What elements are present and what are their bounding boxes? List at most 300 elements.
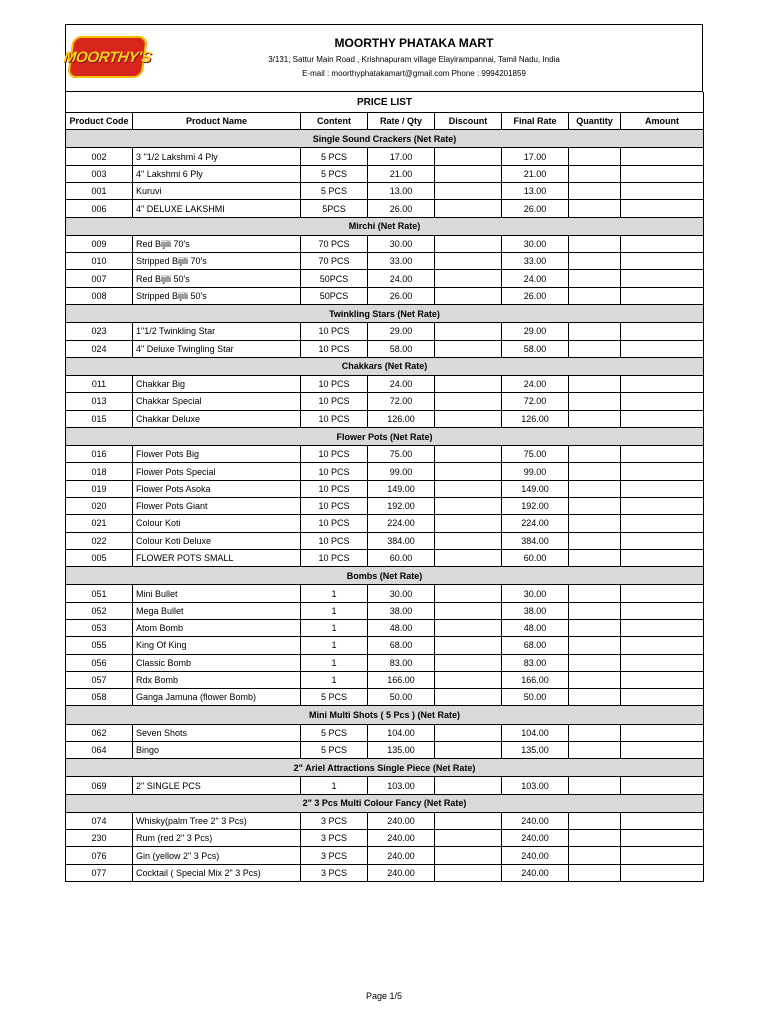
table-row <box>66 812 704 829</box>
discount-cell <box>435 847 502 864</box>
product-code-cell: 007 <box>66 270 133 287</box>
final-rate-cell: 26.00 <box>502 287 569 304</box>
product-code-cell: 064 <box>66 741 133 758</box>
col-product-name: Product Name <box>133 113 301 130</box>
section-header-row <box>66 130 704 148</box>
product-code-cell: 001 <box>66 183 133 200</box>
table-row <box>66 340 704 357</box>
rate-cell: 240.00 <box>368 847 435 864</box>
final-rate-cell: 30.00 <box>502 235 569 252</box>
rate-cell: 83.00 <box>368 654 435 671</box>
quantity-input-cell[interactable] <box>569 777 621 794</box>
product-name-cell: Red Bijili 50's <box>133 270 301 287</box>
final-rate-cell: 99.00 <box>502 463 569 480</box>
quantity-input-cell[interactable] <box>569 812 621 829</box>
content-cell: 50PCS <box>301 287 368 304</box>
amount-cell <box>621 323 704 340</box>
section-header-row <box>66 706 704 724</box>
content-cell: 10 PCS <box>301 497 368 514</box>
content-cell: 1 <box>301 585 368 602</box>
product-code-cell: 002 <box>66 148 133 165</box>
quantity-input-cell[interactable] <box>569 847 621 864</box>
product-name-cell: 4" DELUXE LAKSHMI <box>133 200 301 217</box>
amount-cell <box>621 165 704 182</box>
final-rate-cell: 58.00 <box>502 340 569 357</box>
discount-cell <box>435 515 502 532</box>
product-code-cell: 023 <box>66 323 133 340</box>
product-code-cell: 015 <box>66 410 133 427</box>
amount-cell <box>621 724 704 741</box>
table-row <box>66 689 704 706</box>
quantity-input-cell[interactable] <box>569 376 621 393</box>
quantity-input-cell[interactable] <box>569 410 621 427</box>
quantity-input-cell[interactable] <box>569 585 621 602</box>
final-rate-cell: 38.00 <box>502 602 569 619</box>
section-header-row <box>66 567 704 585</box>
quantity-input-cell[interactable] <box>569 183 621 200</box>
table-row <box>66 549 704 566</box>
amount-cell <box>621 183 704 200</box>
product-code-cell: 056 <box>66 654 133 671</box>
table-row <box>66 515 704 532</box>
final-rate-cell: 24.00 <box>502 376 569 393</box>
final-rate-cell: 224.00 <box>502 515 569 532</box>
rate-cell: 48.00 <box>368 619 435 636</box>
quantity-input-cell[interactable] <box>569 549 621 566</box>
product-code-cell: 076 <box>66 847 133 864</box>
product-code-cell: 057 <box>66 671 133 688</box>
final-rate-cell: 60.00 <box>502 549 569 566</box>
final-rate-cell: 166.00 <box>502 671 569 688</box>
content-cell: 3 PCS <box>301 830 368 847</box>
amount-cell <box>621 340 704 357</box>
product-name-cell: FLOWER POTS SMALL <box>133 549 301 566</box>
rate-cell: 166.00 <box>368 671 435 688</box>
table-row <box>66 183 704 200</box>
quantity-input-cell[interactable] <box>569 253 621 270</box>
amount-cell <box>621 376 704 393</box>
product-name-cell: Stripped Bijili 70's <box>133 253 301 270</box>
rate-cell: 103.00 <box>368 777 435 794</box>
amount-cell <box>621 619 704 636</box>
amount-cell <box>621 864 704 881</box>
col-content: Content <box>301 113 368 130</box>
rate-cell: 224.00 <box>368 515 435 532</box>
amount-cell <box>621 446 704 463</box>
final-rate-cell: 26.00 <box>502 200 569 217</box>
quantity-input-cell[interactable] <box>569 532 621 549</box>
rate-cell: 240.00 <box>368 830 435 847</box>
discount-cell <box>435 497 502 514</box>
rate-cell: 24.00 <box>368 270 435 287</box>
table-row <box>66 376 704 393</box>
amount-cell <box>621 830 704 847</box>
quantity-input-cell[interactable] <box>569 654 621 671</box>
discount-cell <box>435 532 502 549</box>
discount-cell <box>435 602 502 619</box>
table-row <box>66 619 704 636</box>
section-title: Twinkling Stars (Net Rate) <box>66 305 704 323</box>
rate-cell: 75.00 <box>368 446 435 463</box>
content-cell: 10 PCS <box>301 323 368 340</box>
content-cell: 3 PCS <box>301 864 368 881</box>
product-name-cell: Flower Pots Special <box>133 463 301 480</box>
section-header-row <box>66 759 704 777</box>
content-cell: 3 PCS <box>301 812 368 829</box>
amount-cell <box>621 270 704 287</box>
final-rate-cell: 135.00 <box>502 741 569 758</box>
quantity-input-cell[interactable] <box>569 393 621 410</box>
final-rate-cell: 29.00 <box>502 323 569 340</box>
discount-cell <box>435 480 502 497</box>
content-cell: 1 <box>301 619 368 636</box>
discount-cell <box>435 812 502 829</box>
content-cell: 1 <box>301 654 368 671</box>
final-rate-cell: 68.00 <box>502 637 569 654</box>
quantity-input-cell[interactable] <box>569 200 621 217</box>
final-rate-cell: 72.00 <box>502 393 569 410</box>
product-code-cell: 016 <box>66 446 133 463</box>
content-cell: 70 PCS <box>301 253 368 270</box>
section-title: Single Sound Crackers (Net Rate) <box>66 130 704 148</box>
product-name-cell: 4" Deluxe Twingling Star <box>133 340 301 357</box>
company-contact: E-mail : moorthyphatakamart@gmail.com Phone : 9994201859 <box>302 69 526 78</box>
section-header-row <box>66 357 704 375</box>
product-code-cell: 006 <box>66 200 133 217</box>
rate-cell: 30.00 <box>368 585 435 602</box>
quantity-input-cell[interactable] <box>569 741 621 758</box>
final-rate-cell: 192.00 <box>502 497 569 514</box>
quantity-input-cell[interactable] <box>569 480 621 497</box>
product-code-cell: 052 <box>66 602 133 619</box>
discount-cell <box>435 777 502 794</box>
rate-cell: 240.00 <box>368 812 435 829</box>
discount-cell <box>435 619 502 636</box>
final-rate-cell: 104.00 <box>502 724 569 741</box>
table-row <box>66 585 704 602</box>
rate-cell: 26.00 <box>368 200 435 217</box>
quantity-input-cell[interactable] <box>569 463 621 480</box>
table-row <box>66 480 704 497</box>
price-table-body <box>66 130 704 882</box>
table-row <box>66 200 704 217</box>
amount-cell <box>621 253 704 270</box>
amount-cell <box>621 602 704 619</box>
product-name-cell: 1"1/2 Twinkling Star <box>133 323 301 340</box>
product-name-cell: Atom Bomb <box>133 619 301 636</box>
discount-cell <box>435 253 502 270</box>
rate-cell: 29.00 <box>368 323 435 340</box>
product-name-cell: Ganga Jamuna (flower Bomb) <box>133 689 301 706</box>
amount-cell <box>621 410 704 427</box>
product-name-cell: 4" Lakshmi 6 Ply <box>133 165 301 182</box>
discount-cell <box>435 830 502 847</box>
product-name-cell: Kuruvi <box>133 183 301 200</box>
quantity-input-cell[interactable] <box>569 671 621 688</box>
quantity-input-cell[interactable] <box>569 270 621 287</box>
amount-cell <box>621 777 704 794</box>
rate-cell: 149.00 <box>368 480 435 497</box>
final-rate-cell: 13.00 <box>502 183 569 200</box>
logo-text: MOORTHY'S <box>62 48 153 66</box>
amount-cell <box>621 741 704 758</box>
final-rate-cell: 17.00 <box>502 148 569 165</box>
discount-cell <box>435 287 502 304</box>
table-row <box>66 287 704 304</box>
section-title: Flower Pots (Net Rate) <box>66 427 704 445</box>
section-header-row <box>66 794 704 812</box>
col-amount: Amount <box>621 113 704 130</box>
table-row <box>66 446 704 463</box>
amount-cell <box>621 549 704 566</box>
content-cell: 50PCS <box>301 270 368 287</box>
product-name-cell: King Of King <box>133 637 301 654</box>
quantity-input-cell[interactable] <box>569 446 621 463</box>
content-cell: 10 PCS <box>301 376 368 393</box>
product-name-cell: Colour Koti Deluxe <box>133 532 301 549</box>
quantity-input-cell[interactable] <box>569 323 621 340</box>
product-name-cell: Gin (yellow 2" 3 Pcs) <box>133 847 301 864</box>
product-code-cell: 019 <box>66 480 133 497</box>
table-row <box>66 830 704 847</box>
quantity-input-cell[interactable] <box>569 637 621 654</box>
product-name-cell: Flower Pots Asoka <box>133 480 301 497</box>
price-list-sheet <box>62 24 703 882</box>
quantity-input-cell[interactable] <box>569 619 621 636</box>
content-cell: 70 PCS <box>301 235 368 252</box>
product-name-cell: Flower Pots Giant <box>133 497 301 514</box>
amount-cell <box>621 515 704 532</box>
rate-cell: 68.00 <box>368 637 435 654</box>
rate-cell: 38.00 <box>368 602 435 619</box>
discount-cell <box>435 393 502 410</box>
discount-cell <box>435 165 502 182</box>
final-rate-cell: 240.00 <box>502 812 569 829</box>
content-cell: 10 PCS <box>301 549 368 566</box>
table-row <box>66 148 704 165</box>
discount-cell <box>435 323 502 340</box>
quantity-input-cell[interactable] <box>569 515 621 532</box>
product-code-cell: 013 <box>66 393 133 410</box>
rate-cell: 72.00 <box>368 393 435 410</box>
final-rate-cell: 75.00 <box>502 446 569 463</box>
amount-cell <box>621 654 704 671</box>
product-name-cell: Chakkar Big <box>133 376 301 393</box>
discount-cell <box>435 148 502 165</box>
discount-cell <box>435 410 502 427</box>
content-cell: 10 PCS <box>301 515 368 532</box>
product-name-cell: Classic Bomb <box>133 654 301 671</box>
content-cell: 10 PCS <box>301 393 368 410</box>
quantity-input-cell[interactable] <box>569 148 621 165</box>
product-code-cell: 053 <box>66 619 133 636</box>
amount-cell <box>621 812 704 829</box>
discount-cell <box>435 270 502 287</box>
rate-cell: 21.00 <box>368 165 435 182</box>
rate-cell: 13.00 <box>368 183 435 200</box>
amount-cell <box>621 480 704 497</box>
quantity-input-cell[interactable] <box>569 864 621 881</box>
table-row <box>66 847 704 864</box>
price-table <box>65 92 704 882</box>
discount-cell <box>435 637 502 654</box>
product-name-cell: Rdx Bomb <box>133 671 301 688</box>
table-row <box>66 637 704 654</box>
section-header-row <box>66 427 704 445</box>
rate-cell: 60.00 <box>368 549 435 566</box>
final-rate-cell: 33.00 <box>502 253 569 270</box>
discount-cell <box>435 724 502 741</box>
rate-cell: 192.00 <box>368 497 435 514</box>
table-row <box>66 724 704 741</box>
table-row <box>66 741 704 758</box>
quantity-input-cell[interactable] <box>569 602 621 619</box>
discount-cell <box>435 200 502 217</box>
rate-cell: 384.00 <box>368 532 435 549</box>
product-name-cell: Seven Shots <box>133 724 301 741</box>
content-cell: 10 PCS <box>301 532 368 549</box>
table-row <box>66 165 704 182</box>
table-row <box>66 463 704 480</box>
content-cell: 5PCS <box>301 200 368 217</box>
final-rate-cell: 50.00 <box>502 689 569 706</box>
table-row <box>66 270 704 287</box>
rate-cell: 33.00 <box>368 253 435 270</box>
amount-cell <box>621 287 704 304</box>
product-code-cell: 022 <box>66 532 133 549</box>
content-cell: 1 <box>301 637 368 654</box>
rate-cell: 58.00 <box>368 340 435 357</box>
final-rate-cell: 83.00 <box>502 654 569 671</box>
table-row <box>66 235 704 252</box>
quantity-input-cell[interactable] <box>569 287 621 304</box>
section-title: Bombs (Net Rate) <box>66 567 704 585</box>
rate-cell: 240.00 <box>368 864 435 881</box>
product-code-cell: 005 <box>66 549 133 566</box>
rate-cell: 99.00 <box>368 463 435 480</box>
table-row <box>66 393 704 410</box>
page-number: Page 1/5 <box>365 991 403 1001</box>
col-discount: Discount <box>435 113 502 130</box>
amount-cell <box>621 393 704 410</box>
quantity-input-cell[interactable] <box>569 689 621 706</box>
product-code-cell: 055 <box>66 637 133 654</box>
discount-cell <box>435 376 502 393</box>
content-cell: 5 PCS <box>301 148 368 165</box>
rate-cell: 17.00 <box>368 148 435 165</box>
amount-cell <box>621 497 704 514</box>
amount-cell <box>621 847 704 864</box>
product-code-cell: 009 <box>66 235 133 252</box>
table-row <box>66 253 704 270</box>
content-cell: 1 <box>301 671 368 688</box>
discount-cell <box>435 864 502 881</box>
amount-cell <box>621 585 704 602</box>
section-title: Mirchi (Net Rate) <box>66 217 704 235</box>
final-rate-cell: 24.00 <box>502 270 569 287</box>
amount-cell <box>621 235 704 252</box>
product-name-cell: Whisky(palm Tree 2" 3 Pcs) <box>133 812 301 829</box>
rate-cell: 30.00 <box>368 235 435 252</box>
final-rate-cell: 30.00 <box>502 585 569 602</box>
product-name-cell: Mega Bullet <box>133 602 301 619</box>
product-code-cell: 077 <box>66 864 133 881</box>
product-code-cell: 062 <box>66 724 133 741</box>
discount-cell <box>435 235 502 252</box>
table-row <box>66 602 704 619</box>
quantity-input-cell[interactable] <box>569 165 621 182</box>
discount-cell <box>435 654 502 671</box>
content-cell: 10 PCS <box>301 480 368 497</box>
final-rate-cell: 240.00 <box>502 864 569 881</box>
rate-cell: 26.00 <box>368 287 435 304</box>
product-name-cell: Red Bijili 70's <box>133 235 301 252</box>
col-rate-qty: Rate / Qty <box>368 113 435 130</box>
quantity-input-cell[interactable] <box>569 497 621 514</box>
product-code-cell: 074 <box>66 812 133 829</box>
quantity-input-cell[interactable] <box>569 340 621 357</box>
section-header-row <box>66 217 704 235</box>
product-name-cell: Chakkar Deluxe <box>133 410 301 427</box>
discount-cell <box>435 446 502 463</box>
product-code-cell: 069 <box>66 777 133 794</box>
content-cell: 5 PCS <box>301 183 368 200</box>
content-cell: 5 PCS <box>301 689 368 706</box>
discount-cell <box>435 671 502 688</box>
discount-cell <box>435 585 502 602</box>
product-code-cell: 003 <box>66 165 133 182</box>
discount-cell <box>435 549 502 566</box>
rate-cell: 24.00 <box>368 376 435 393</box>
amount-cell <box>621 689 704 706</box>
product-code-cell: 024 <box>66 340 133 357</box>
product-name-cell: 2" SINGLE PCS <box>133 777 301 794</box>
product-name-cell: 3 "1/2 Lakshmi 4 Ply <box>133 148 301 165</box>
amount-cell <box>621 148 704 165</box>
section-title: 2" 3 Pcs Multi Colour Fancy (Net Rate) <box>66 794 704 812</box>
section-title: 2" Ariel Attractions Single Piece (Net Rate) <box>66 759 704 777</box>
discount-cell <box>435 689 502 706</box>
discount-cell <box>435 340 502 357</box>
content-cell: 10 PCS <box>301 446 368 463</box>
table-row <box>66 777 704 794</box>
product-code-cell: 010 <box>66 253 133 270</box>
final-rate-cell: 149.00 <box>502 480 569 497</box>
quantity-input-cell[interactable] <box>569 830 621 847</box>
discount-cell <box>435 183 502 200</box>
product-code-cell: 008 <box>66 287 133 304</box>
product-name-cell: Flower Pots Big <box>133 446 301 463</box>
product-name-cell: Rum (red 2" 3 Pcs) <box>133 830 301 847</box>
quantity-input-cell[interactable] <box>569 235 621 252</box>
final-rate-cell: 240.00 <box>502 830 569 847</box>
table-row <box>66 654 704 671</box>
section-title: Chakkars (Net Rate) <box>66 357 704 375</box>
price-list-title: PRICE LIST <box>66 92 704 113</box>
quantity-input-cell[interactable] <box>569 724 621 741</box>
product-name-cell: Stripped Bijili 50's <box>133 287 301 304</box>
product-code-cell: 020 <box>66 497 133 514</box>
product-name-cell: Cocktail ( Special Mix 2" 3 Pcs) <box>133 864 301 881</box>
product-code-cell: 021 <box>66 515 133 532</box>
amount-cell <box>621 532 704 549</box>
rate-cell: 104.00 <box>368 724 435 741</box>
content-cell: 1 <box>301 602 368 619</box>
col-final-rate: Final Rate <box>502 113 569 130</box>
table-row <box>66 497 704 514</box>
final-rate-cell: 240.00 <box>502 847 569 864</box>
amount-cell <box>621 637 704 654</box>
